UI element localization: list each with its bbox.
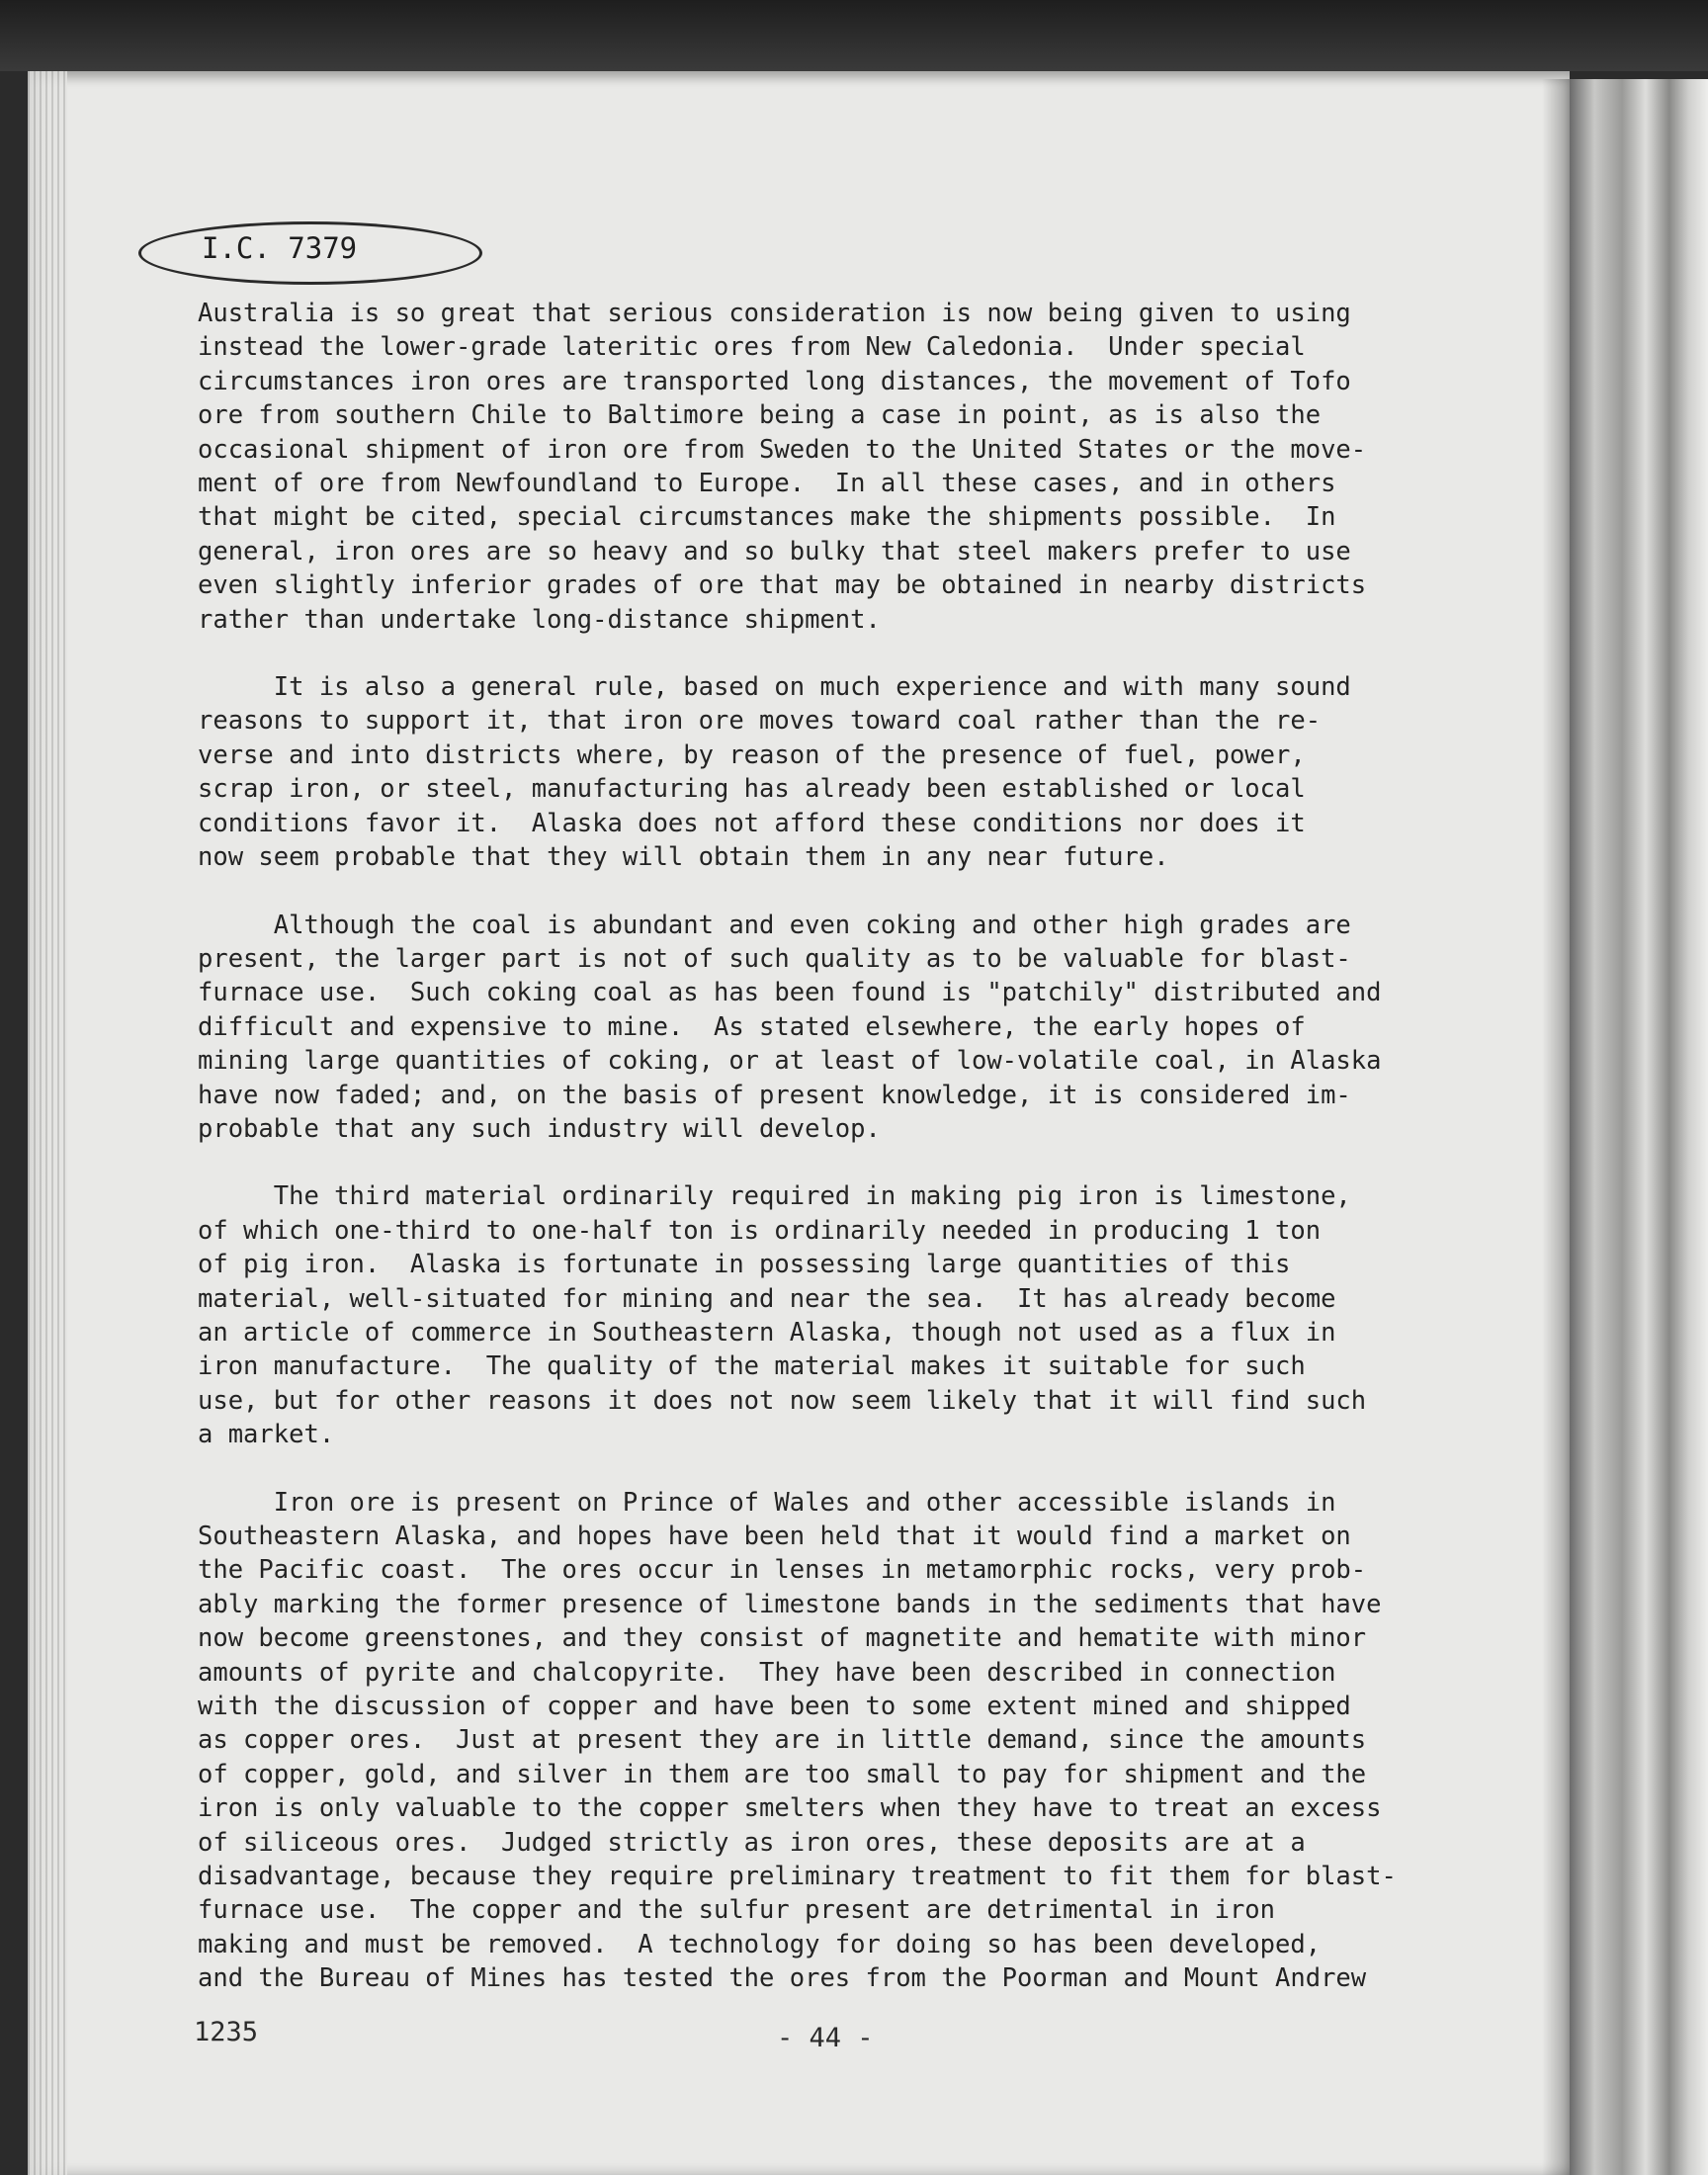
- text-line: Although the coal is abundant and even coking and other high grades are: [198, 910, 1351, 940]
- text-line: the Pacific coast. The ores occur in lenses in metamorphic rocks, very prob-: [198, 1555, 1367, 1586]
- text-line: mining large quantities of coking, or at least of low-volatile coal, in Alaska: [198, 1046, 1382, 1077]
- text-line: as copper ores. Just at present they are in little demand, since the amounts: [198, 1725, 1367, 1756]
- text-line: an article of commerce in Southeastern Alaska, though not used as a flux in: [198, 1317, 1336, 1348]
- paragraph: [198, 1179, 1512, 1451]
- document-number: 1235: [194, 2017, 259, 2047]
- text-line: disadvantage, because they require preliminary treatment to fit them for blast-: [198, 1862, 1397, 1892]
- text-line: of copper, gold, and silver in them are too small to pay for shipment and the: [198, 1759, 1367, 1789]
- paragraph: [198, 297, 1512, 637]
- paragraph: [198, 909, 1512, 1147]
- text-line: conditions favor it. Alaska does not afford these conditions nor does it: [198, 808, 1306, 838]
- text-line: even slightly inferior grades of ore that may be obtained in nearby districts: [198, 570, 1367, 601]
- paragraph: [198, 670, 1512, 874]
- text-line: It is also a general rule, based on much experience and with many sound: [198, 672, 1351, 703]
- text-line: material, well-situated for mining and near the sea. It has already become: [198, 1283, 1336, 1314]
- text-line: of siliceous ores. Judged strictly as iron ores, these deposits are at a: [198, 1827, 1306, 1858]
- paragraph: [198, 1486, 1512, 1996]
- text-line: with the discussion of copper and have been to some extent mined and shipped: [198, 1692, 1351, 1722]
- text-line: The third material ordinarily required in making pig iron is limestone,: [198, 1181, 1351, 1212]
- text-line: now become greenstones, and they consist of magnetite and hematite with minor: [198, 1623, 1367, 1654]
- page-stack-edge: [28, 71, 67, 2175]
- text-line: ably marking the former presence of limestone bands in the sediments that have: [198, 1589, 1382, 1619]
- text-line: and the Bureau of Mines has tested the ores from the Poorman and Mount Andrew: [198, 1963, 1367, 1994]
- document-body: [198, 297, 1512, 1996]
- text-line: occasional shipment of iron ore from Sweden to the United States or the move-: [198, 434, 1367, 465]
- text-line: making and must be removed. A technology for doing so has been developed,: [198, 1929, 1322, 1959]
- text-line: that might be cited, special circumstances make the shipments possible. In: [198, 502, 1336, 533]
- text-line: iron is only valuable to the copper smelters when they have to treat an excess: [198, 1793, 1382, 1824]
- text-line: furnace use. Such coking coal as has been found is "patchily" distributed and: [198, 978, 1382, 1008]
- text-line: have now faded; and, on the basis of present knowledge, it is considered im-: [198, 1080, 1351, 1110]
- text-line: rather than undertake long-distance shipment.: [198, 604, 881, 635]
- text-line: of which one-third to one-half ton is ordinarily needed in producing 1 ton: [198, 1215, 1322, 1246]
- report-id: I.C. 7379: [202, 231, 358, 265]
- text-line: of pig iron. Alaska is fortunate in possessing large quantities of this: [198, 1250, 1291, 1280]
- text-line: a market.: [198, 1420, 335, 1450]
- text-line: ore from southern Chile to Baltimore being a case in point, as is also the: [198, 400, 1322, 431]
- text-line: Southeastern Alaska, and hopes have been held that it would find a market on: [198, 1522, 1351, 1551]
- text-line: Australia is so great that serious consideration is now being given to using: [198, 299, 1351, 328]
- text-line: use, but for other reasons it does not now seem likely that it will find such: [198, 1385, 1367, 1416]
- text-line: Iron ore is present on Prince of Wales and other accessible islands in: [198, 1487, 1336, 1518]
- text-line: reasons to support it, that iron ore moves toward coal rather than the re-: [198, 706, 1322, 737]
- book-binding: [1570, 79, 1708, 2175]
- text-line: ment of ore from Newfoundland to Europe. In all these cases, and in others: [198, 469, 1336, 499]
- text-line: verse and into districts where, by reason of the presence of fuel, power,: [198, 740, 1306, 770]
- text-line: probable that any such industry will develop.: [198, 1113, 881, 1144]
- text-line: general, iron ores are so heavy and so bulky that steel makers prefer to use: [198, 536, 1351, 566]
- scan-top-border: [0, 0, 1708, 71]
- text-line: circumstances iron ores are transported long distances, the movement of Tofo: [198, 366, 1351, 396]
- text-line: furnace use. The copper and the sulfur present are detrimental in iron: [198, 1895, 1276, 1926]
- text-line: iron manufacture. The quality of the material makes it suitable for such: [198, 1351, 1306, 1382]
- text-line: difficult and expensive to mine. As stated elsewhere, the early hopes of: [198, 1011, 1306, 1042]
- text-line: present, the larger part is not of such quality as to be valuable for blast-: [198, 943, 1351, 974]
- page-number: - 44 -: [777, 2023, 874, 2053]
- text-line: instead the lower-grade lateritic ores from New Caledonia. Under special: [198, 332, 1306, 363]
- text-line: scrap iron, or steel, manufacturing has already been established or local: [198, 774, 1306, 805]
- text-line: amounts of pyrite and chalcopyrite. They have been described in connection: [198, 1657, 1336, 1688]
- text-line: now seem probable that they will obtain them in any near future.: [198, 842, 1169, 873]
